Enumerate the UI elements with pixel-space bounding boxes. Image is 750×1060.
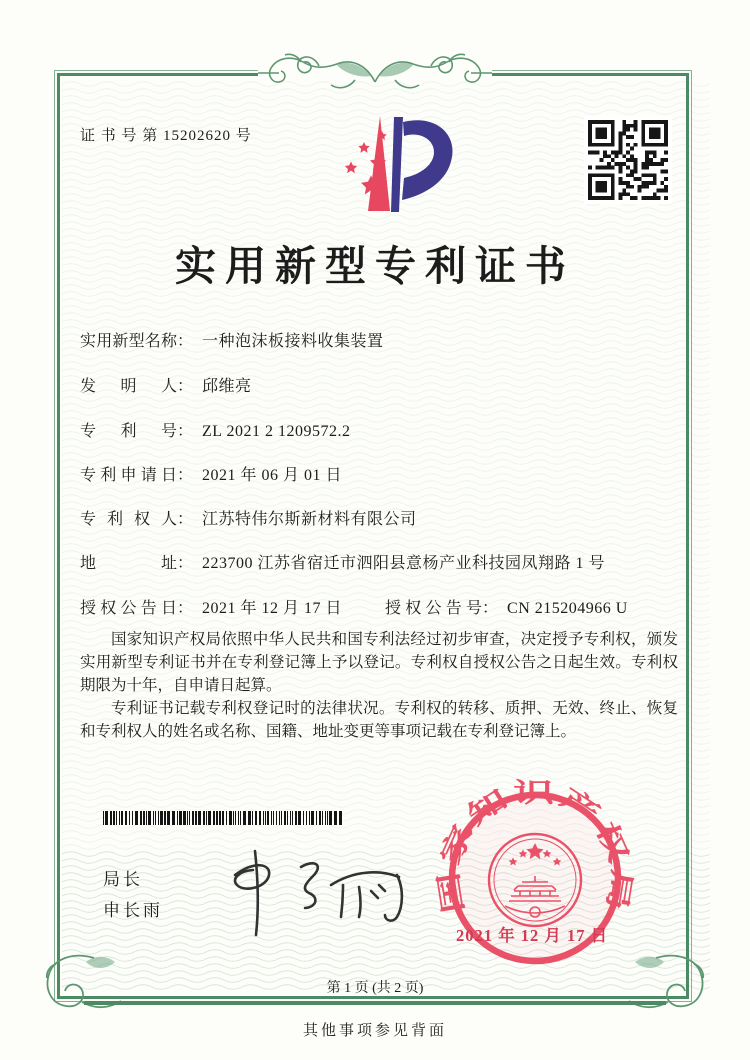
qr-code-icon xyxy=(588,120,668,200)
cnipa-patent-logo-icon xyxy=(314,114,462,216)
top-floral-ornament-icon xyxy=(258,42,492,102)
field-label: 授权公告日 xyxy=(80,600,177,617)
colon: ： xyxy=(177,467,194,484)
field-row-utility-model-name xyxy=(80,328,680,352)
signer-title: 局长 xyxy=(103,870,143,889)
signer-block xyxy=(103,864,163,926)
bottom-border-line xyxy=(84,1001,666,1005)
body-paragraph-1: 国家知识产权局依照中华人民共和国专利法经过初步审查，决定授予专利权，颁发实用新型专利证书并在专利登记簿上予以登记。专利权自授权公告之日起生效。专利权期限为十年，自申请日起算。 xyxy=(80,631,678,694)
colon: ： xyxy=(177,333,194,350)
field-row-filing-date xyxy=(80,462,680,486)
field-value: 邱维亮 xyxy=(202,378,252,395)
back-side-note: 其他事项参见背面 xyxy=(302,1023,447,1039)
field-value: ZL 2021 2 1209572.2 xyxy=(202,423,351,440)
field-label: 授权公告号 xyxy=(385,600,482,617)
field-value: 223700 江苏省宿迁市泗阳县意杨产业科技园凤翔路 1 号 xyxy=(202,555,606,572)
field-row-inventor xyxy=(80,373,680,397)
seal-agency-text: 国家知识产权局 xyxy=(434,777,638,916)
field-row-patent-number xyxy=(80,418,680,442)
colon: ： xyxy=(482,600,499,617)
body-paragraph-2: 专利证书记载专利权登记时的法律状况。专利权的转移、质押、无效、终止、恢复和专利权人的姓名或名称、国籍、地址变更等事项记载在专利登记簿上。 xyxy=(80,700,678,740)
field-value: 一种泡沫板接料收集装置 xyxy=(202,333,384,350)
field-label: 发明人 xyxy=(80,378,177,395)
field-value: CN 215204966 U xyxy=(507,600,628,617)
field-label: 专利权人 xyxy=(80,511,177,528)
field-row-patentee xyxy=(80,506,680,530)
field-label: 地址 xyxy=(80,555,177,572)
field-label: 实用新型名称 xyxy=(80,333,177,350)
certificate-body xyxy=(80,628,678,743)
colon: ： xyxy=(177,555,194,572)
page-number: 第 1 页 (共 2 页) xyxy=(326,981,424,996)
field-row-address xyxy=(80,550,680,574)
field-label: 专利申请日 xyxy=(80,467,177,484)
field-value: 江苏特伟尔斯新材料有限公司 xyxy=(202,511,417,528)
colon: ： xyxy=(177,600,194,617)
seal-date: 2021 年 12 月 17 日 xyxy=(456,926,609,945)
colon: ： xyxy=(177,423,194,440)
field-row-grant-info xyxy=(80,595,680,619)
commissioner-signature xyxy=(213,845,413,937)
field-label: 专利号 xyxy=(80,423,177,440)
colon: ： xyxy=(177,511,194,528)
signer-name: 申长雨 xyxy=(103,901,163,920)
certificate-title: 实用新型专利证书 xyxy=(175,243,575,289)
field-value: 2021 年 06 月 01 日 xyxy=(202,467,343,484)
field-value: 2021 年 12 月 17 日 xyxy=(202,600,343,617)
barcode-icon xyxy=(103,811,349,825)
colon: ： xyxy=(177,378,194,395)
certificate-number: 证 书 号 第 15202620 号 xyxy=(80,128,252,144)
field-pair-grant-number xyxy=(385,595,628,618)
